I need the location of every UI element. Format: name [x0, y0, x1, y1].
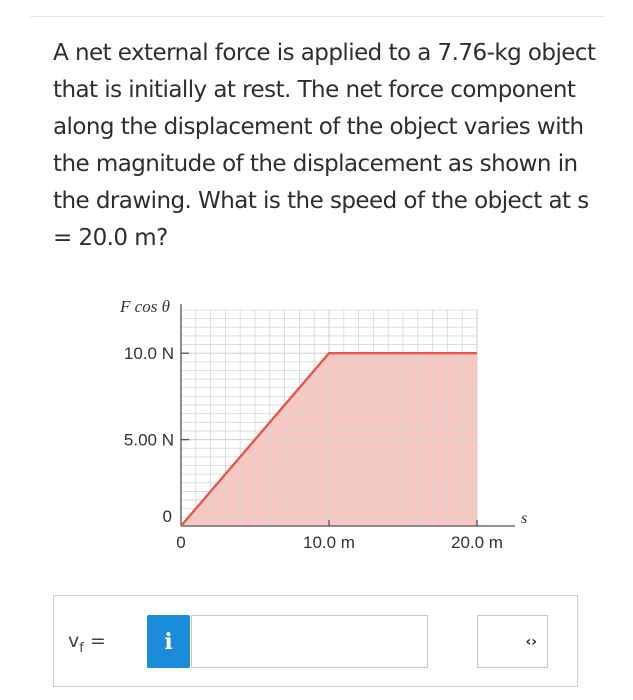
final-speed-subscript: f [79, 640, 84, 656]
top-divider [30, 16, 605, 17]
speed-answer-input[interactable] [191, 615, 428, 668]
origin-label: 0 [162, 507, 172, 526]
unit-select[interactable] [477, 615, 548, 668]
x-tick-label: 0 [176, 533, 186, 552]
x-tick-label: 20.0 m [451, 533, 503, 552]
x-tick-label: 10.0 m [303, 533, 355, 552]
y-tick-label: 10.0 N [123, 344, 174, 364]
final-speed-label [68, 630, 106, 656]
force-displacement-chart [0, 280, 633, 570]
x-axis-label: s [521, 510, 528, 527]
info-icon[interactable] [147, 615, 190, 668]
equals-sign: = [89, 630, 106, 652]
question-text: A net external force is applied to a 7.76-kg object that is initially at rest. The net force component along the displacement of the object varies with the magnitude of the displacement as shown in the drawing. What is the speed of the object at s = 20.0 m? [53, 40, 596, 251]
chevron-up-down-icon: ‹› [525, 633, 537, 650]
final-speed-symbol: v [68, 630, 80, 652]
y-tick-label: 5.00 N [123, 430, 174, 450]
y-axis-label: F cos θ [120, 297, 170, 316]
answer-panel [53, 595, 578, 687]
info-glyph: i [164, 628, 173, 655]
